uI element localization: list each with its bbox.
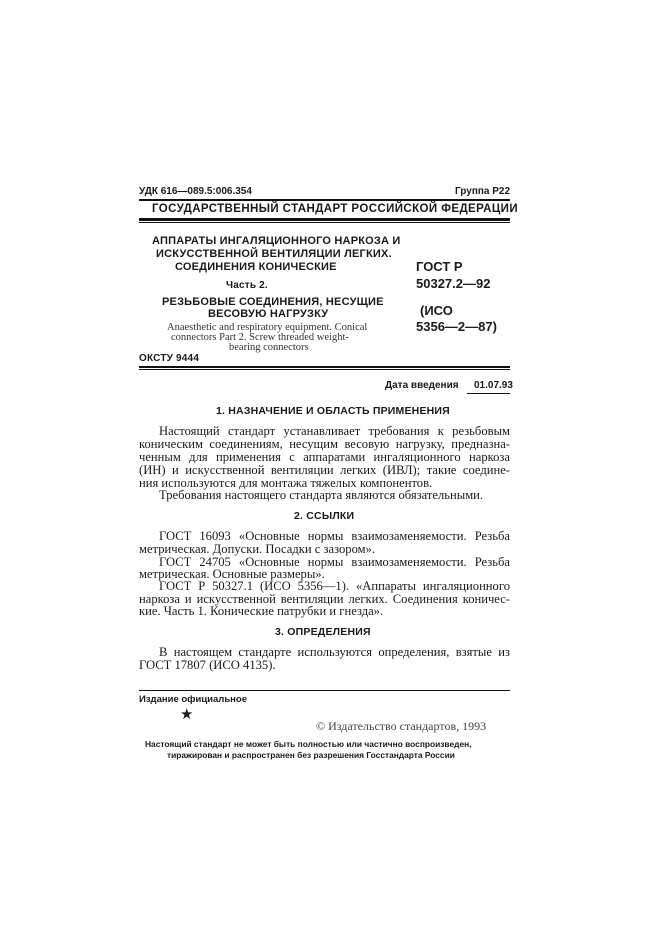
header-rule <box>139 199 510 201</box>
section-2-line-7: кие. Часть 1. Конические патрубки и гнезда». <box>139 604 384 618</box>
intro-date-value: 01.07.93 <box>474 380 513 391</box>
section-3-line-2: ГОСТ 17807 (ИСО 4135). <box>139 658 276 672</box>
section-1-line-4: (ИН) и искусственной вентиляции легких (ИВЛ); такие соедине- <box>139 463 510 477</box>
intro-date-label: Дата введения <box>385 380 459 391</box>
section-2-heading: 2. ССЫЛКИ <box>294 510 355 522</box>
part-label: Часть 2. <box>226 280 268 291</box>
title-block-rule-top <box>139 366 510 368</box>
section-1-line-6: Требования настоящего стандарта являются обязательными. <box>159 488 484 502</box>
section-1-line-5: ния используются для монтажа тяжелых компонентов. <box>139 476 433 490</box>
section-2-line-6: наркоза и искусственной вентиляции легких. Соединения коничес- <box>139 592 510 606</box>
title-line-1: АППАРАТЫ ИНГАЛЯЦИОННОГО НАРКОЗА И <box>152 235 401 247</box>
section-2-line-5: ГОСТ Р 50327.1 (ИСО 5356—1). «Аппараты ингаляционного <box>159 579 510 593</box>
copyright-notice: © Издательство стандартов, 1993 <box>316 719 487 733</box>
banner-rule-bottom <box>139 222 510 223</box>
iso-number: 5356—2—87) <box>416 319 497 334</box>
oksty-code: ОКСТУ 9444 <box>139 353 200 364</box>
reproduction-notice-line-2: тиражирован и распространен без разрешения Госстандарта России <box>167 750 455 760</box>
standard-banner: ГОСУДАРСТВЕННЫЙ СТАНДАРТ РОССИЙСКОЙ ФЕДЕРАЦИИ <box>152 203 519 215</box>
subtitle-line-1: РЕЗЬБОВЫЕ СОЕДИНЕНИЯ, НЕСУЩИЕ <box>162 296 384 308</box>
section-3-line-1: В настоящем стандарте используются определения, взятые из <box>159 645 510 659</box>
english-title-line-2: connectors Part 2. Screw threaded weight- <box>171 332 349 343</box>
section-3-heading: 3. ОПРЕДЕЛЕНИЯ <box>275 626 371 638</box>
star-mark: ★ <box>180 707 194 723</box>
title-line-2: ИСКУССТВЕННОЙ ВЕНТИЛЯЦИИ ЛЕГКИХ. <box>156 248 392 260</box>
section-1-heading: 1. НАЗНАЧЕНИЕ И ОБЛАСТЬ ПРИМЕНЕНИЯ <box>216 405 450 417</box>
title-block-rule-bottom <box>139 369 510 370</box>
english-title-line-3: bearing connectors <box>229 342 309 353</box>
section-2-line-1: ГОСТ 16093 «Основные нормы взаимозаменяемости. Резьба <box>159 529 510 543</box>
subtitle-line-2: ВЕСОВУЮ НАГРУЗКУ <box>208 308 329 320</box>
section-1-line-1: Настоящий стандарт устанавливает требования к резьбовым <box>159 424 510 438</box>
section-1-line-3: ченным для применения с аппаратами ингаляционного наркоза <box>139 450 510 464</box>
gost-label: ГОСТ Р <box>416 259 463 274</box>
gost-number: 50327.2—92 <box>416 276 491 291</box>
section-2-line-3: ГОСТ 24705 «Основные нормы взаимозаменяемости. Резьба <box>159 555 510 569</box>
section-2-line-2: метрическая. Допуски. Посадки с зазором». <box>139 542 376 556</box>
official-edition-label: Издание официальное <box>139 694 247 705</box>
footer-rule <box>139 690 510 691</box>
iso-label: (ИСО <box>420 303 453 318</box>
reproduction-notice-line-1: Настоящий стандарт не может быть полностью или частично воспроизведен, <box>145 739 472 749</box>
section-1-line-2: коническим соединениям, несущим весовую нагрузку, предназна- <box>139 437 510 451</box>
english-title-line-1: Anaesthetic and respiratory equipment. Conical <box>167 322 368 333</box>
banner-rule-top <box>139 218 510 221</box>
udk-code: УДК 616—089.5:006.354 <box>139 186 252 197</box>
intro-date-underline <box>467 393 510 394</box>
section-2-line-4: метрическая. Основные размеры». <box>139 567 325 581</box>
group-code: Группа Р22 <box>455 186 511 197</box>
title-line-3: СОЕДИНЕНИЯ КОНИЧЕСКИЕ <box>175 261 337 273</box>
